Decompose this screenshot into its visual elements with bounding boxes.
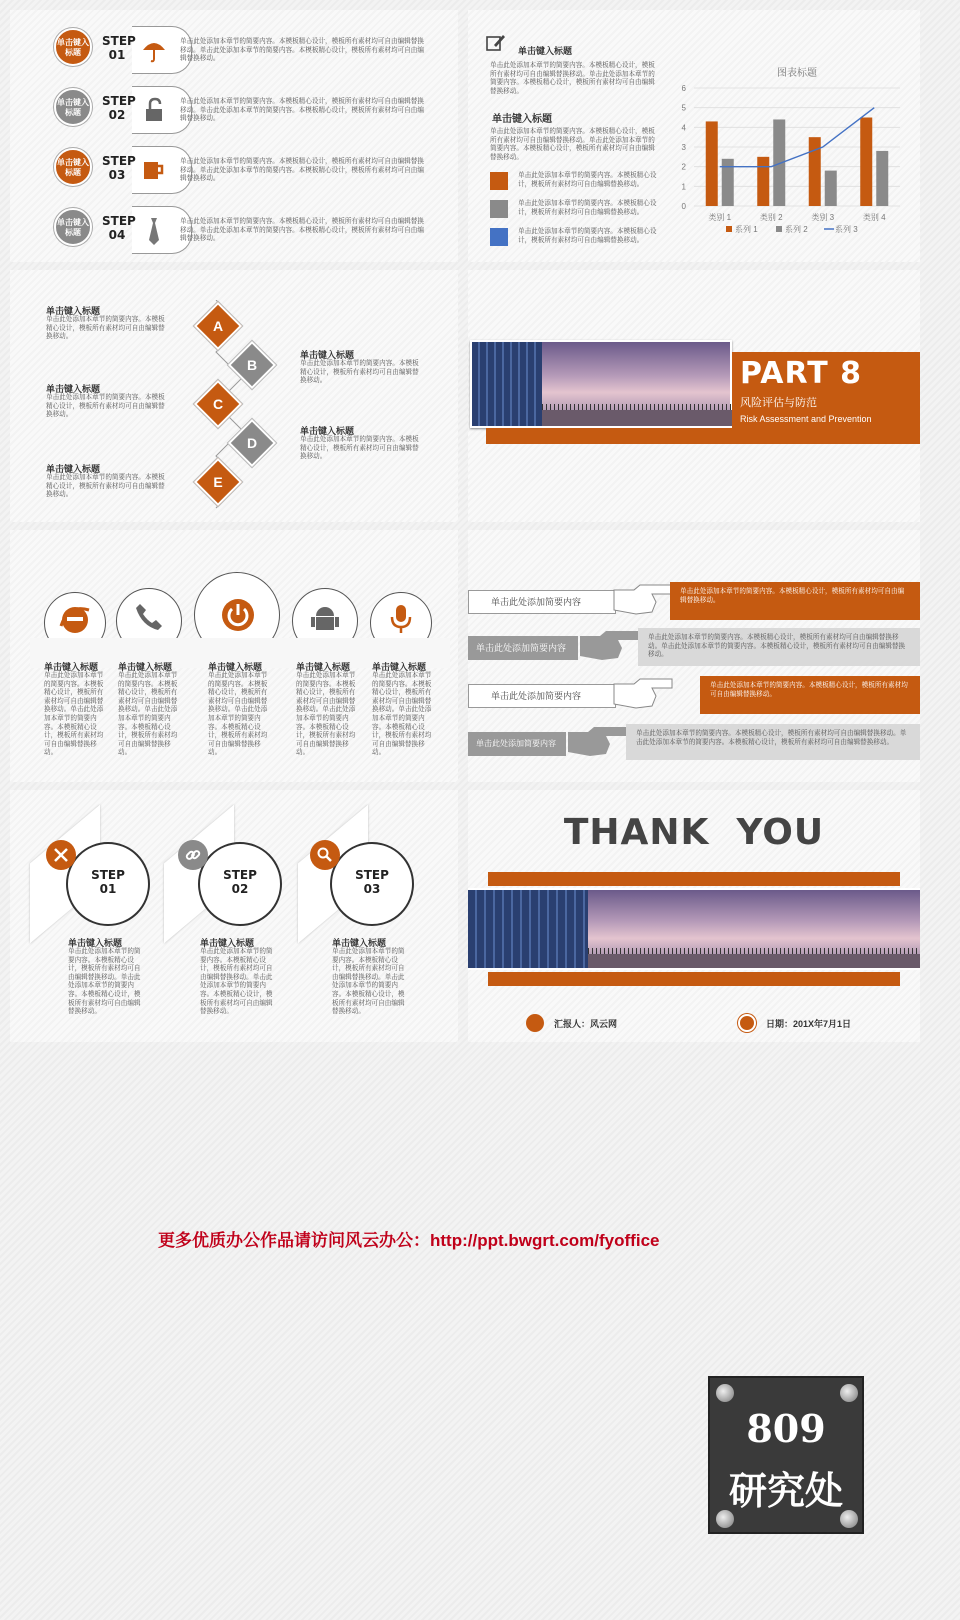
screw-icon [840,1384,858,1402]
item-title: 单击键入标题 [118,662,173,672]
step-label: STEP 01 [91,868,125,896]
step-badge: 单击键入标题 [54,148,92,186]
legend-swatch [726,226,732,232]
item-text: 单击此处添加本章节的简要内容。本模板精心设计，模板所有素材均可自由编辑替换移动。单击此处添加本章节的简要内容。本模板精心设计，模板所有素材均可自由编辑替换移动。 [118,672,178,757]
y-tick-label: 4 [681,123,686,133]
legend-square [490,172,508,190]
tools-icon [53,847,69,863]
letter-e: E [213,474,223,490]
building [472,342,542,426]
y-tick-label: 2 [681,162,686,172]
umbrella-icon [140,36,168,64]
legend-square [490,228,508,246]
step-label: STEP 01 [102,34,136,62]
item-title: 单击键入标题 [44,662,99,672]
step-description: 单击此处添加本章节的简要内容。本模板精心设计，模板所有素材均可自由编辑替换移动。单击此处添加本章节的简要内容。本模板精心设计，模板所有素材均可自由编辑替换移动。 [180,158,424,183]
slide-three-steps [10,790,458,1042]
item-title: 单击键入标题 [46,306,101,316]
item-title: 单击键入标题 [296,662,351,672]
stamp-title: 研究处 [728,1471,843,1513]
floor [542,410,732,426]
item-text: 单击此处添加本章节的简要内容。本模板精心设计，模板所有素材均可自由编辑替换移动。单击此处添加本章节的简要内容。本模板精心设计，模板所有素材均可自由编辑替换移动。 [44,672,104,757]
item-text: 单击此处添加本章节的简要内容。本模板精心设计，模板所有素材均可自由编辑替换移动。 [46,474,165,499]
step-text: 单击此处添加本章节的简要内容。本模板精心设计，模板所有素材均可自由编辑替换移动。单击此处添加本章节的简要内容。本模板精心设计，模板所有素材均可自由编辑替换移动。 [332,948,405,1016]
letter-b: B [246,357,258,373]
unlock-icon [140,96,168,124]
clock-icon [738,1014,756,1032]
letter-d: D [246,435,258,451]
legend-label: 系列 2 [785,225,808,234]
item-text: 单击此处添加本章节的简要内容。本模板精心设计，模板所有素材均可自由编辑替换移动。 [46,394,165,419]
slide-diamonds [10,270,458,522]
series-line [720,108,875,167]
slide-steps-icons [10,10,458,262]
section-title: 单击键入标题 [518,46,573,56]
hand-pointer-icon [612,676,674,712]
legend-swatch [776,226,782,232]
step-title: 单击键入标题 [68,938,123,948]
row-text-box: 单击此处添加本章节的简要内容。本模板精心设计，模板所有素材均可自由编辑替换移动。 [670,582,920,620]
part-en-title: Risk Assessment and Prevention [740,414,872,424]
item-text: 单击此处添加本章节的简要内容。本模板精心设计，模板所有素材均可自由编辑替换移动。单击此处添加本章节的简要内容。本模板精心设计，模板所有素材均可自由编辑替换移动。 [208,672,268,757]
y-tick-label: 6 [681,84,686,93]
section-subtitle: 单击键入标题 [492,114,552,125]
item-title: 单击键入标题 [46,384,101,394]
legend-text: 单击此处添加本章节的简要内容。本模板精心设计，模板所有素材均可自由编辑替换移动。 [518,200,657,216]
bar [722,159,734,206]
section-text: 单击此处添加本章节的简要内容。本模板精心设计，模板所有素材均可自由编辑替换移动。单击此处添加本章节的简要内容。本模板精心设计，模板所有素材均可自由编辑替换移动。 [490,62,655,95]
letter-c: C [212,396,224,412]
chart-title: 图表标题 [777,68,817,79]
row-text-box: 单击此处添加本章节的简要内容。本模板精心设计，模板所有素材均可自由编辑替换移动。单击此处添加本章节的简要内容。本模板精心设计，模板所有素材均可自由编辑替换移动。 [626,724,920,760]
power-icon [221,598,255,632]
hand-pointer-icon [612,582,674,618]
row-text-box: 单击此处添加本章节的简要内容。本模板精心设计，模板所有素材均可自由编辑替换移动。单击此处添加本章节的简要内容。本模板精心设计，模板所有素材均可自由编辑替换移动。 [638,628,920,666]
slide-thank-you [468,790,920,1042]
step-description: 单击此处添加本章节的简要内容。本模板精心设计，模板所有素材均可自由编辑替换移动。单击此处添加本章节的简要内容。本模板精心设计，模板所有素材均可自由编辑替换移动。 [180,218,424,243]
stamp-number: 809 [746,1406,826,1451]
step-title: 单击键入标题 [200,938,255,948]
section-text: 单击此处添加本章节的简要内容。本模板精心设计，模板所有素材均可自由编辑替换移动。单击此处添加本章节的简要内容。本模板精心设计，模板所有素材均可自由编辑替换移动。 [490,128,655,161]
bar [860,118,872,207]
step-badge: 单击键入标题 [54,208,92,246]
android-icon [308,602,342,636]
stamp [708,1376,864,1534]
bar [876,151,888,206]
y-tick-label: 3 [681,143,686,152]
part-number: PART 8 [740,356,862,391]
part-underbar [486,428,920,444]
item-text: 单击此处添加本章节的简要内容。本模板精心设计，模板所有素材均可自由编辑替换移动。 [300,360,419,385]
microphone-icon [384,602,418,636]
bar [825,171,837,206]
city-photo [468,888,920,970]
cup-icon [140,156,168,184]
promo-text[interactable]: 更多优质办公作品请访问风云办公：http://ppt.bwgrt.com/fyoffice [158,1231,660,1250]
ie-icon [58,602,92,636]
building [468,890,588,968]
legend-text: 单击此处添加本章节的简要内容。本模板精心设计，模板所有素材均可自由编辑替换移动。 [518,172,657,188]
item-text: 单击此处添加本章节的简要内容。本模板精心设计，模板所有素材均可自由编辑替换移动。单击此处添加本章节的简要内容。本模板精心设计，模板所有素材均可自由编辑替换移动。 [296,672,356,757]
x-tick-label: 类别 2 [759,213,783,222]
step-label: STEP 04 [102,214,136,242]
x-tick-label: 类别 4 [862,213,886,222]
step-label: STEP 02 [223,868,257,896]
step-label: STEP 02 [102,94,136,122]
hand-pointer-icon [578,628,640,664]
row-text-box: 单击此处添加本章节的简要内容。本模板精心设计，模板所有素材均可自由编辑替换移动。 [700,676,920,714]
legend-text: 单击此处添加本章节的简要内容。本模板精心设计，模板所有素材均可自由编辑替换移动。 [518,228,657,244]
y-tick-label: 5 [681,103,686,113]
hand-pointer-icon [566,724,628,760]
item-title: 单击键入标题 [208,662,263,672]
top-bar [488,872,900,886]
item-title: 单击键入标题 [372,662,427,672]
step-text: 单击此处添加本章节的简要内容。本模板精心设计，模板所有素材均可自由编辑替换移动。单击此处添加本章节的简要内容。本模板精心设计，模板所有素材均可自由编辑替换移动。 [68,948,141,1016]
step-description: 单击此处添加本章节的简要内容。本模板精心设计，模板所有素材均可自由编辑替换移动。单击此处添加本章节的简要内容。本模板精心设计，模板所有素材均可自由编辑替换移动。 [180,98,424,123]
step-description: 单击此处添加本章节的简要内容。本模板精心设计，模板所有素材均可自由编辑替换移动。单击此处添加本章节的简要内容。本模板精心设计，模板所有素材均可自由编辑替换移动。 [180,38,424,63]
row-label-box: 单击此处添加简要内容 [468,684,616,708]
step-label: STEP 03 [355,868,389,896]
edit-icon [486,34,506,52]
screw-icon [716,1384,734,1402]
row-label-box: 单击此处添加简要内容 [468,590,616,614]
x-tick-label: 类别 3 [811,213,835,222]
bar [757,157,769,206]
legend-square [490,200,508,218]
slide-circle-icons [10,530,458,782]
slide-hand-pointers [468,530,920,782]
part-cn-title: 风险评估与防范 [740,397,817,409]
step-title: 单击键入标题 [332,938,387,948]
legend-label: 系列 1 [735,225,758,234]
letter-a: A [212,318,224,334]
floor [588,954,920,968]
date: 日期：201X年7月1日 [766,1019,852,1029]
tie-icon [140,216,168,246]
slide-chart [468,10,920,262]
step-badge: 单击键入标题 [54,88,92,126]
step-label: STEP 03 [102,154,136,182]
item-title: 单击键入标题 [46,464,101,474]
phone-icon [132,600,166,634]
row-label-box: 单击此处添加简要内容 [468,636,578,660]
link-icon [185,847,201,863]
item-text: 单击此处添加本章节的简要内容。本模板精心设计，模板所有素材均可自由编辑替换移动。 [46,316,165,341]
bar [809,137,821,206]
step-text: 单击此处添加本章节的简要内容。本模板精心设计，模板所有素材均可自由编辑替换移动。单击此处添加本章节的简要内容。本模板精心设计，模板所有素材均可自由编辑替换移动。 [200,948,273,1016]
item-title: 单击键入标题 [300,350,355,360]
item-text: 单击此处添加本章节的简要内容。本模板精心设计，模板所有素材均可自由编辑替换移动。单击此处添加本章节的简要内容。本模板精心设计，模板所有素材均可自由编辑替换移动。 [372,672,432,757]
item-text: 单击此处添加本章节的简要内容。本模板精心设计，模板所有素材均可自由编辑替换移动。 [300,436,419,461]
slide-part-cover [468,270,920,522]
legend-label: 系列 3 [835,225,858,234]
user-icon [526,1014,544,1032]
reporter: 汇报人：风云网 [554,1019,618,1029]
x-tick-label: 类别 1 [708,213,732,222]
bar-line-chart [668,60,908,240]
thank-text: THANK YOU [563,812,825,853]
search-icon [317,847,333,863]
bar [706,121,718,206]
city-photo [470,340,732,428]
row-label-box: 单击此处添加简要内容 [468,732,566,756]
y-tick-label: 0 [681,202,686,211]
item-title: 单击键入标题 [300,426,355,436]
bottom-bar [488,972,900,986]
step-badge: 单击键入标题 [54,28,92,66]
y-tick-label: 1 [681,182,686,192]
